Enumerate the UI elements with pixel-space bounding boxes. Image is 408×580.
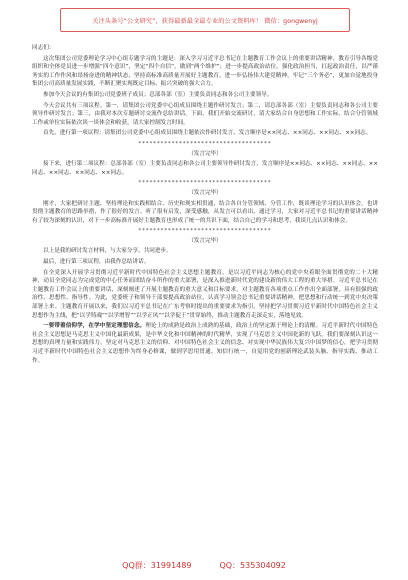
remark-speech-finished: （发言完毕） xyxy=(188,189,222,196)
document-body xyxy=(32,44,378,367)
footer-contact xyxy=(0,560,408,574)
paragraph-intro: 这次集团公司党委理论学习中心组专题学习的主题是：深入学习习近平总书记在主题教育工作会议上的重要讲话精神、教育引导各级党组织和全体党员进一步增强“四个意识”，坚定“四个自信”，做到“两个维护”；进一步提高政治站位，强化政治担当，扛起政治责任，以严谨务实的工作作风和昂扬奋进的精神状态，坚持高标准高质量开展好主题教育，进一步弘扬伟大建党精神，牢记“三个务必”，更加自觉地投身集团公司高质量发展实践，不断汇聚实现既定目标、振兴突破的强大合力。 xyxy=(32,55,378,88)
point-1-text: 理论上的成熟是政治上成熟的基础，政治上的坚定源于理论上的清醒。习近平新时代中国特色社会主义思想是马克思主义中国化最新成果，是中华文化和中国精神的时代精华，实现了马克思主义中国化新的飞跃。我们要深刻认识这一思想的真理力量和实践伟力，坚定对马克思主义的信仰、对中国特色社会主义的信念、对实现中华民族伟大复兴中国梦的信心，把学习贯彻习近平新时代中国特色社会主义思想作为终身必修课，做到学思用贯通、知信行统一，自觉用党的创新理论武装头脑、指导实践、推动工作。 xyxy=(32,323,378,364)
paragraph-agenda: 今天会议共有三项议程。第一，请集团公司党委中心组成员围绕主题作研讨发言；第二，请总部各部（室）主要负责同志和各公司主要领导作研讨发言；第三，由我对本次专题研讨交流作总结讲话。下面，我们开始交流研讨，请大家结合自身思想和工作实际，结合分管领域工作或单位实际依次谈一谈体会和收获，请大家控制发言时间。 xyxy=(32,102,378,126)
point-1-heading: 一要带着信仰学，在学中坚定理想信念。 xyxy=(43,323,146,330)
paragraph-agenda-item-2: 接下来，进行第二项议程：总部各部（室）主要负责同志和各公司主要领导作研讨发言，发言顺序是××同志、××同志、××同志、××同志、××同志、××同志、××同志。 xyxy=(32,161,378,176)
promo-banner-text: 关注头条号“公文研究”，获得最新最全最专业的公文资料库！ 微信：gongwenyj xyxy=(92,17,318,25)
paragraph-agenda-item-1: 首先，进行第一项议程：请集团公司党委中心组成员围绕主题依次作研讨发言，发言顺序是××同志、××同志、××同志、××同志。 xyxy=(43,130,372,137)
remark-speech-finished: （发言完毕） xyxy=(188,150,222,157)
remark-speech-finished: （发言完毕） xyxy=(188,237,222,244)
section-divider: ************************************ xyxy=(138,140,272,147)
paragraph-summary: 在全党深入开展学习贯彻习近平新时代中国特色社会主义思想主题教育，是以习近平同志为核心的党中央着眼全面贯彻党的二十大精神，动员全党同志为完成党的中心任务而团结奋斗所作的重大部署，是深入推进新时代党的建设新的伟大工程的重大举措。习近平总书记在主题教育工作会议上的重要讲话，深刻阐述了开展主题教育的重大意义和目标要求，对主题教育各项重点工作作出全面部署，具有很强的政治性、思想性、指导性。为此，党委班子和领导干部要提高政治站位，认真学习领会总书记重要讲话精神，把思想和行动统一到党中央决策部署上来。主题教育开展以来，我们以习近平总书记在广东考察时提出的重要要求为指引，坚持把学习贯彻习近平新时代中国特色社会主义思想作为主线，把“以学铸魂”“以学增智”“以学正风”“以学促干”贯穿始终，推动主题教育走深走实，落地见效。 xyxy=(32,269,378,319)
paragraph-sharing: 以上是我的研讨发言材料，与大家分享，共同进步。 xyxy=(43,248,172,255)
paragraph-attendees: 参加今天会议的有集团公司党委班子成员；总部各部（室）主要负责同志和各公司主要领导。 xyxy=(43,91,273,98)
paragraph-comments: 刚才，大家把研讨主题、坚持理论和实践相结合、历史和现实相贯通，结合各自分管领域、分管工作，既谈理论学习的认识体会，也讲贯彻主题教育的思路举措，作了很好的发言。听了很有启发，深受感触，从发言可以看出，通过学习，大家对习近平总书记的重要讲话精神有了较为深刻的认识，对下一步高标准开展好主题教育也形成了统一的共识下面，结合自己的学习和思考，我谈几点认识和体会。 xyxy=(32,200,378,224)
footer-qq-group: QQ群：31991489 xyxy=(122,561,192,570)
section-divider: ************************************ xyxy=(138,228,272,235)
greeting: 同志们： xyxy=(32,45,55,51)
footer-qq: QQ：535304092 xyxy=(219,561,286,570)
promo-banner xyxy=(60,8,350,32)
section-divider: ************************************ xyxy=(138,180,272,187)
paragraph-point-1 xyxy=(32,322,378,365)
paragraph-agenda-item-3: 最后，进行第三项议程，由我作总结讲话。 xyxy=(43,259,150,266)
